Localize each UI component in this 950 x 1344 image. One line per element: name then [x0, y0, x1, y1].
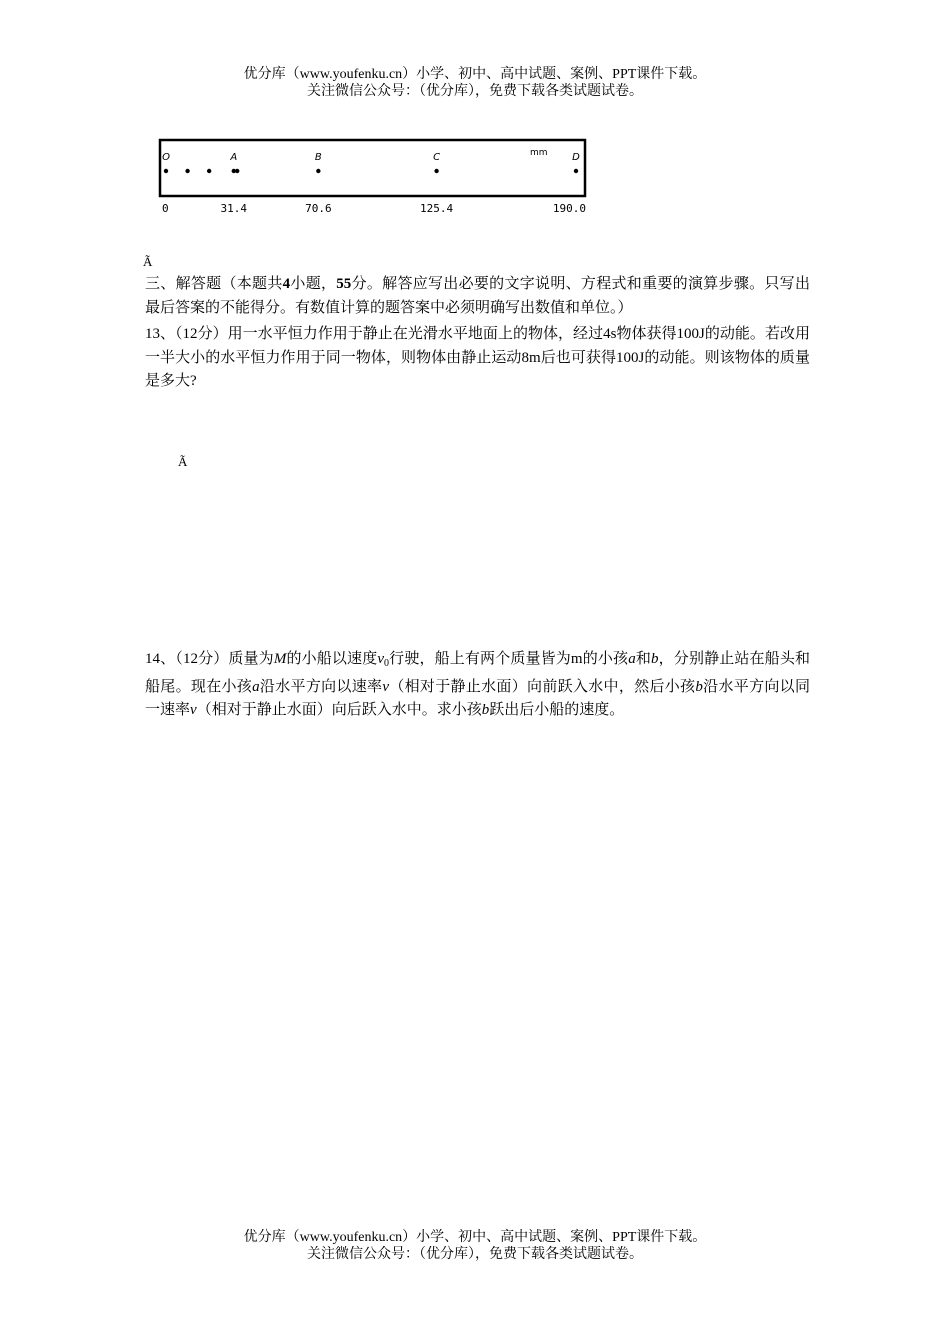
tape-label-d: D — [572, 152, 580, 163]
question-14 — [145, 648, 810, 723]
header-line-2: 关注微信公众号：（优分库），免费下载各类试题试卷。 — [307, 84, 643, 99]
footer-line-2: 关注微信公众号：（优分库），免费下载各类试题试卷。 — [307, 1247, 643, 1262]
q14-text-2: 的小船以速度 — [286, 651, 378, 667]
question-count: 4 — [282, 276, 291, 292]
tape-tick-o: 0 — [162, 202, 169, 215]
tape-label-o: O — [162, 152, 170, 163]
ticker-tape-figure — [158, 138, 588, 218]
q14-text-3: 行驶，船上有两个质量皆为m的小孩 — [389, 651, 629, 667]
page-header — [0, 66, 950, 100]
tape-dot-d — [574, 169, 578, 173]
tape-point-labels — [162, 152, 580, 163]
q14-var-a-2: a — [252, 678, 260, 695]
q14-var-v0: v — [377, 651, 385, 667]
tape-dot-c — [434, 169, 438, 173]
tape-label-a: A — [230, 152, 238, 163]
q14-var-v-3: v — [190, 702, 197, 718]
tape-tick-c: 125.4 — [420, 202, 454, 215]
tape-tick-d: 190.0 — [552, 202, 586, 215]
q14-var-b: b — [651, 651, 659, 667]
q14-text-10: 跃出后小船的速度。 — [489, 702, 625, 718]
tape-dot-b — [316, 169, 320, 173]
q14-text-6: 沿水平方向以速率 — [259, 678, 383, 695]
tape-frame — [160, 140, 585, 196]
page-footer — [0, 1229, 950, 1263]
section-3-text-3: 分。解答应写出必要的文字说明、方程式和重要的演算步骤。只写出最后答案的不能得分。有数值计算的题答案中必须明确写出数值和单位。） — [145, 276, 810, 316]
q14-var-a: a — [628, 651, 636, 667]
q14-text-4: 和 — [635, 651, 651, 667]
total-score: 55 — [336, 276, 352, 292]
q14-var-v-2: v — [382, 678, 390, 695]
tape-dot-o — [164, 169, 168, 173]
question-13: 13、（12分）用一水平恒力作用于静止在光滑水平地面上的物体，经过4s物体获得100J的动能。若改用一半大小的水平恒力作用于同一物体，则物体由静止运动8m后也可获得100J的动能。则该物体的质量是多大? — [145, 326, 810, 389]
q14-text-8: 沿水平方向以同一速率 — [145, 678, 810, 718]
section-3-heading — [145, 273, 810, 320]
section-3-text-2: 小题， — [290, 276, 337, 292]
tape-tick-a: 31.4 — [220, 202, 248, 215]
header-line-1: 优分库（www.youfenku.cn）小学、初中、高中试题、案例、PPT课件下载。 — [243, 67, 707, 82]
tape-label-c: C — [433, 152, 441, 163]
stray-glyph-2: Ã — [178, 454, 188, 469]
q14-var-M: M — [273, 651, 287, 667]
tape-dot-extra-2 — [207, 169, 211, 173]
tape-dots — [164, 169, 578, 173]
tape-dot-extra-1 — [185, 169, 189, 173]
q14-var-b-2: b — [695, 678, 703, 695]
footer-line-1: 优分库（www.youfenku.cn）小学、初中、高中试题、案例、PPT课件下载。 — [243, 1230, 707, 1245]
q14-text-9: （相对于静止水面）向后跃入水中。求小孩 — [196, 702, 482, 718]
tape-label-b: B — [314, 152, 322, 163]
q14-var-b-3: b — [481, 702, 490, 718]
tape-dot-a — [232, 169, 236, 173]
tape-unit-label: mm — [530, 148, 548, 158]
section-3-text-1: 三、解答题（本题共 — [145, 276, 283, 292]
tape-tick-labels — [162, 202, 586, 215]
tape-tick-b: 70.6 — [305, 202, 332, 215]
q14-var-v0-sub: 0 — [384, 658, 390, 669]
q14-text-7: （相对于静止水面）向前跃入水中，然后小孩 — [389, 678, 696, 695]
q14-text-1: 14、（12分）质量为 — [145, 651, 274, 667]
stray-glyph-1: Ã — [143, 254, 153, 269]
q14-text-5: ，分别静止站在船头和船尾。现在小孩 — [145, 651, 810, 695]
